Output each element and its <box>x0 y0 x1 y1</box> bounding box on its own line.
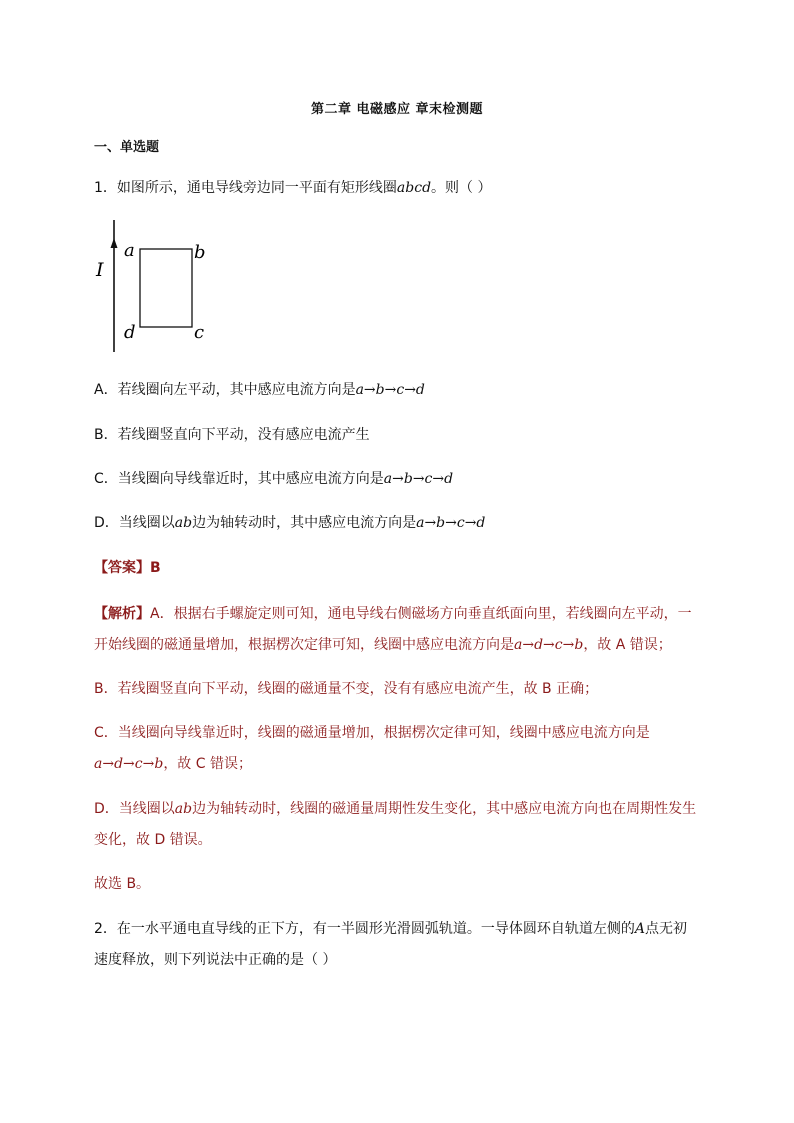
question-bracket: 。则（ ） <box>431 180 492 196</box>
question-2-line-2 <box>94 949 336 969</box>
analysis-a-line-1 <box>94 603 692 623</box>
question-2-line-1 <box>94 918 687 938</box>
rectangular-coil <box>140 249 192 327</box>
analysis-text: C．当线圈向导线靠近时，线圈的磁通量增加，根据楞次定律可知，线圈中感应电流方向是 <box>94 725 650 741</box>
option-text: 若线圈竖直向下平动，没有感应电流产生 <box>117 427 370 443</box>
option-a <box>94 379 425 399</box>
wire-and-coil-diagram <box>94 216 224 356</box>
analysis-d-line-2 <box>94 829 212 849</box>
current-sequence: a→b→c→d <box>355 382 425 398</box>
current-arrow-icon <box>111 238 118 248</box>
answer-label: 【答案】 <box>94 560 150 576</box>
analysis-a-line-2 <box>94 634 672 654</box>
analysis-label: 【解析】 <box>94 606 150 622</box>
option-b <box>94 424 370 444</box>
option-text: 当线圈以 <box>118 515 175 531</box>
analysis-text: D．当线圈以 <box>94 801 175 817</box>
option-label: A． <box>94 382 118 398</box>
corner-d-label: d <box>124 322 136 343</box>
analysis-text: 边为轴转动时，线圈的磁通量周期性发生变化，其中感应电流方向也在周期性发生 <box>192 801 697 817</box>
option-d <box>94 512 485 532</box>
analysis-c-line-1 <box>94 722 650 742</box>
option-label: B． <box>94 427 118 443</box>
section-heading: 一、单选题 <box>94 140 160 155</box>
current-label: I <box>96 259 104 281</box>
document-title: 第二章 电磁感应 章末检测题 <box>310 102 484 117</box>
analysis-text: A．根据右手螺旋定则可知，通电导线右侧磁场方向垂直纸面向里，若线圈向左平动，一 <box>150 606 692 622</box>
option-text: 当线圈向导线靠近时，其中感应电流方向是 <box>117 471 384 487</box>
option-label: D． <box>94 515 119 531</box>
question-text: 在一水平通电直导线的正下方，有一半圆形光滑圆弧轨道。一导体圆环自轨道左侧的 <box>116 921 635 937</box>
axis-name: ab <box>174 515 193 531</box>
option-text: 若线圈向左平动，其中感应电流方向是 <box>117 382 356 398</box>
analysis-d-line-1 <box>94 798 696 818</box>
question-text: 速度释放，则下列说法中正确的是（ ） <box>94 952 337 968</box>
question-number: 1． <box>94 180 117 196</box>
coil-name: abcd <box>396 180 432 196</box>
analysis-text: 开始线圈的磁通量增加，根据楞次定律可知，线圈中感应电流方向是 <box>94 637 514 653</box>
option-text: 边为轴转动时，其中感应电流方向是 <box>192 515 417 531</box>
axis-name: ab <box>174 801 193 817</box>
analysis-text: 故选 B。 <box>94 876 151 892</box>
corner-b-label: b <box>194 242 206 263</box>
question-number: 2． <box>94 921 117 937</box>
question-text: 如图所示，通电导线旁边同一平面有矩形线圈 <box>116 180 397 196</box>
answer-value: B <box>150 560 161 576</box>
option-c <box>94 468 453 488</box>
current-sequence: a→d→c→b <box>94 756 164 772</box>
question-text: 点无初 <box>645 921 688 937</box>
analysis-text: ，故 C 错误； <box>163 756 252 772</box>
current-sequence: a→b→c→d <box>383 471 454 487</box>
analysis-conclusion <box>94 873 150 893</box>
current-sequence: a→b→c→d <box>416 515 486 531</box>
point-name: A <box>634 921 646 937</box>
answer-line <box>94 557 161 577</box>
corner-a-label: a <box>124 240 135 261</box>
analysis-b-line <box>94 678 598 698</box>
analysis-c-line-2 <box>94 753 252 773</box>
current-sequence: a→d→c→b <box>514 637 584 653</box>
analysis-text: 变化，故 D 错误。 <box>94 832 212 848</box>
option-label: C． <box>94 471 118 487</box>
analysis-text: ，故 A 错误； <box>583 637 672 653</box>
analysis-text: B．若线圈竖直向下平动，线圈的磁通量不变，没有有感应电流产生，故 B 正确； <box>94 681 599 697</box>
coil-figure <box>94 216 224 360</box>
corner-c-label: c <box>194 322 205 343</box>
question-1-stem <box>94 177 492 197</box>
